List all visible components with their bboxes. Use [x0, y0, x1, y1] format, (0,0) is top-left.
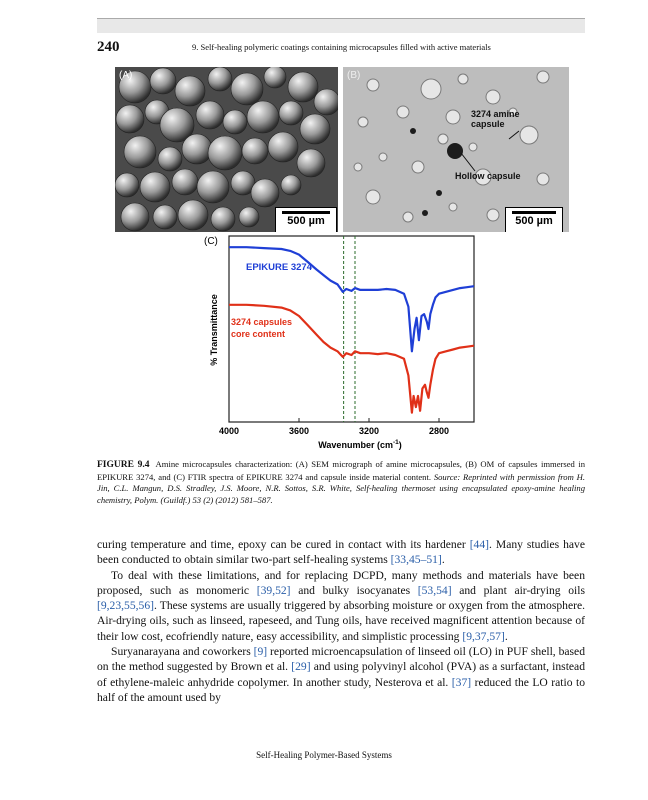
- amine-capsule-annotation: 3274 amine capsule: [471, 109, 520, 129]
- figure-caption: [97, 459, 585, 506]
- citation-link[interactable]: [39,52]: [256, 583, 291, 597]
- caption-source: Source: Reprinted with permission from H. Jin, C.L. Mangun, D.S. Stradley, J.S. Moore, N.R. Sottos, S.R. White, Self-healing thermoset using encapsulated epoxy-amine healing chemistry, Polym. (Guildf.) 53 (2) (2012) 581–587.: [97, 471, 585, 505]
- y-axis-label: % Transmittance: [209, 294, 219, 366]
- citation-link[interactable]: [33,45–51]: [390, 553, 442, 567]
- scale-bar-b-text: 500 µm: [515, 215, 553, 227]
- scale-bar-a: [275, 207, 337, 232]
- paragraph-3: Suryanarayana and coworkers [9] reported microencapsulation of linseed oil (LO) in PUF shell, based on the method suggested by Brown et al. [29] and using polyvinyl alcohol (PVA) as a surfactant, instead of ethylene-maleic anhydride copolymer. In another study, Nesterova et al. [37] reduced the LO ratio to half of the amount used by: [97, 645, 585, 704]
- optical-micrograph: [343, 67, 569, 232]
- citation-link[interactable]: [53,54]: [417, 583, 452, 597]
- legend-epikure: EPIKURE 3274: [246, 262, 313, 273]
- ftir-chart: [200, 232, 490, 454]
- page-footer: Self-Healing Polymer-Based Systems: [256, 750, 392, 760]
- citation-link[interactable]: [9,37,57]: [462, 629, 505, 643]
- legend-capsules-line1: 3274 capsules: [231, 317, 293, 327]
- x-tick-label: 4000: [218, 426, 240, 436]
- body-text: [97, 537, 585, 705]
- running-title: 9. Self-healing polymeric coatings containing microcapsules filled with active materials: [192, 42, 491, 52]
- citation-link[interactable]: [9,23,55,56]: [97, 599, 154, 613]
- caption-text: Amine microcapsules characterization: (A) SEM micrograph of amine microcapsules, (B) OM of capsules immersed in EPIKURE 3274, and (C) FTIR spectra of EPIKURE 3274 and capsule inside material content.: [97, 459, 586, 482]
- page-header-bar: [97, 18, 585, 41]
- panel-b-label: (B): [347, 70, 361, 81]
- scale-bar-b: [505, 207, 563, 232]
- sem-micrograph: [115, 67, 338, 232]
- citation-link[interactable]: [44]: [469, 538, 490, 551]
- citation-link[interactable]: [37]: [451, 675, 472, 689]
- figure-label: FIGURE 9.4: [97, 460, 150, 470]
- panel-c-label: (C): [204, 236, 218, 247]
- citation-link[interactable]: [29]: [291, 660, 311, 674]
- legend-capsules-line2: core content: [231, 329, 286, 339]
- x-axis-label: Wavenumber $(cm^{-1})$: [318, 439, 402, 450]
- scale-bar-a-text: 500 µm: [287, 215, 325, 227]
- paragraph-2: To deal with these limitations, and for replacing DCPD, many methods and materials have been proposed, such as monomeric [39,52] and bulky isocyanates [53,54] and plant air-drying oils [9,23,55,56]. These systems are usually triggered by absorbing moisture or oxygen from the atmosphere. Air-drying oils, such as linseed, rapeseed, and Tung oils, have received magnificent attention because of their low cost, ecofriendly nature, easy accessibility, and simplistic processing [9,37,57].: [97, 568, 585, 643]
- panel-a-label: (A): [119, 70, 133, 81]
- paragraph-1: curing temperature and time, epoxy can be cured in contact with its hardener [44]. Many studies have been conducted to obtain similar two-part self-healing systems [33,45–51].: [97, 538, 585, 567]
- x-tick-label: 3600: [288, 426, 310, 436]
- hollow-capsule-annotation: Hollow capsule: [455, 171, 521, 181]
- x-tick-label: 2800: [428, 426, 450, 436]
- x-tick-label: 3200: [358, 426, 380, 436]
- citation-link[interactable]: [9]: [253, 645, 268, 659]
- page-number: 240: [97, 39, 120, 55]
